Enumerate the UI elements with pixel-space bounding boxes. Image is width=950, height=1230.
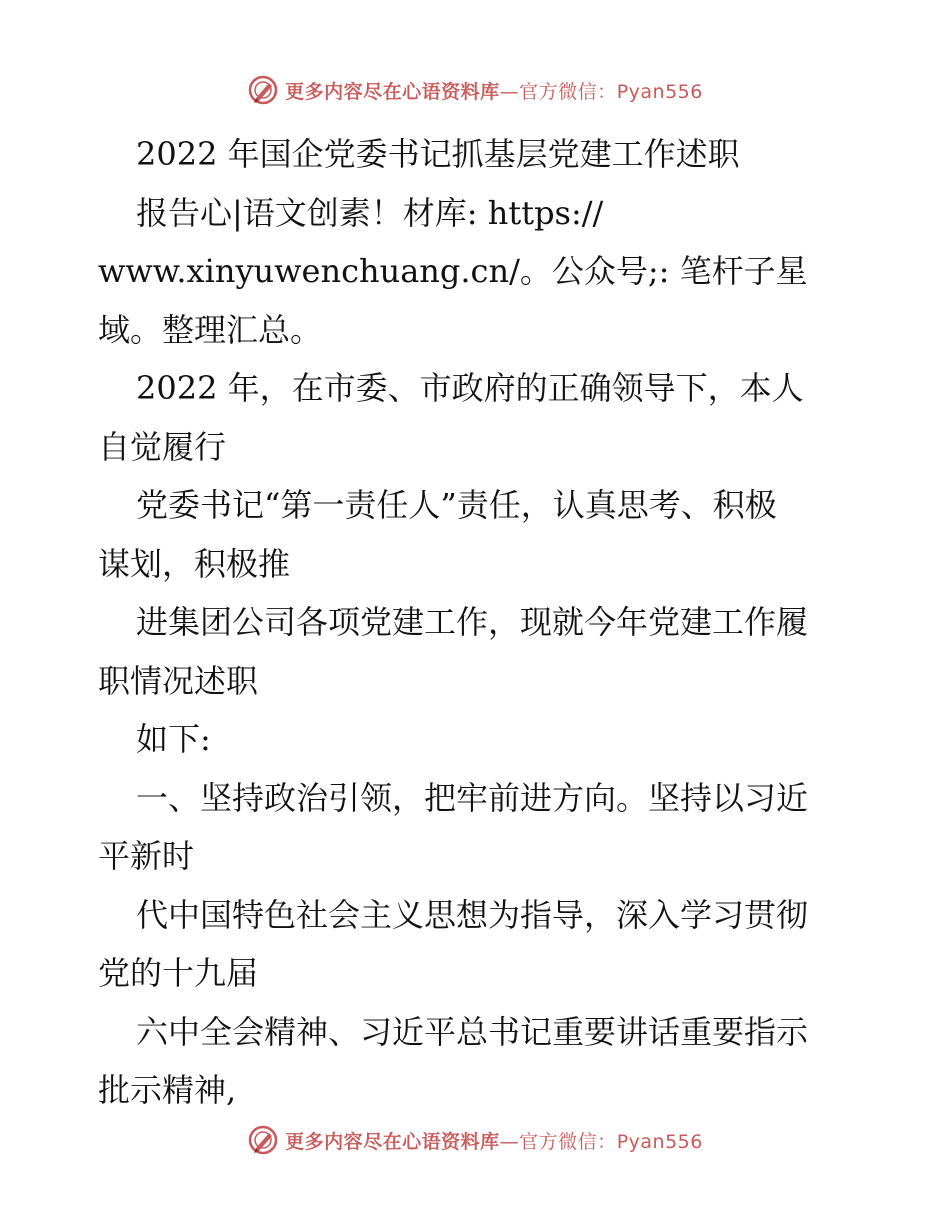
- doc-line: 党委书记“第一责任人”责任，认真思考、积极: [136, 486, 777, 524]
- doc-line: 一、坚持政治引领，把牢前进方向。坚持以习近: [136, 778, 809, 817]
- footer-banner-text: [285, 1127, 703, 1154]
- doc-line: 批示精神,: [98, 1071, 237, 1109]
- doc-line: 六中全会精神、习近平总书记重要讲话重要指示: [136, 1012, 809, 1051]
- pen-logo-icon: [247, 1124, 279, 1156]
- footer-banner: [0, 1120, 950, 1160]
- doc-line: 职情况述职: [98, 661, 259, 700]
- doc-line: 进集团公司各项党建工作，现就今年党建工作履: [136, 603, 809, 641]
- doc-line: 党的十九届: [98, 954, 259, 992]
- header-banner: [0, 70, 950, 110]
- doc-line: 域。整理汇总。: [98, 310, 323, 349]
- header-banner-text: [285, 77, 703, 104]
- doc-line: www.xinyuwenchuang.cn/。公众号;: 笔杆子星: [98, 252, 808, 290]
- doc-line: 2022 年，在市委、市政府的正确领导下，本人: [136, 369, 804, 407]
- pen-logo-icon: [247, 74, 279, 106]
- banner-slogan: 更多内容尽在心语资料库: [285, 1130, 500, 1153]
- doc-line: 报告心|语文创素！材库: https://: [136, 193, 604, 232]
- banner-separator: —: [499, 80, 520, 103]
- doc-line: 自觉履行: [98, 427, 227, 466]
- doc-line: 平新时: [98, 837, 195, 875]
- banner-wechat-id: Pyan556: [616, 1130, 703, 1153]
- doc-line: 如下:: [136, 720, 211, 758]
- banner-wechat-id: Pyan556: [616, 80, 703, 103]
- document-body: [98, 125, 858, 1120]
- banner-wechat-label: 官方微信：: [519, 80, 617, 103]
- doc-line: 代中国特色社会主义思想为指导，深入学习贯彻: [136, 895, 809, 934]
- banner-wechat-label: 官方微信：: [519, 1130, 617, 1153]
- doc-line: 2022 年国企党委书记抓基层党建工作述职: [136, 135, 740, 173]
- banner-separator: —: [499, 1130, 520, 1153]
- doc-line: 谋划，积极推: [98, 544, 291, 583]
- banner-slogan: 更多内容尽在心语资料库: [285, 80, 500, 103]
